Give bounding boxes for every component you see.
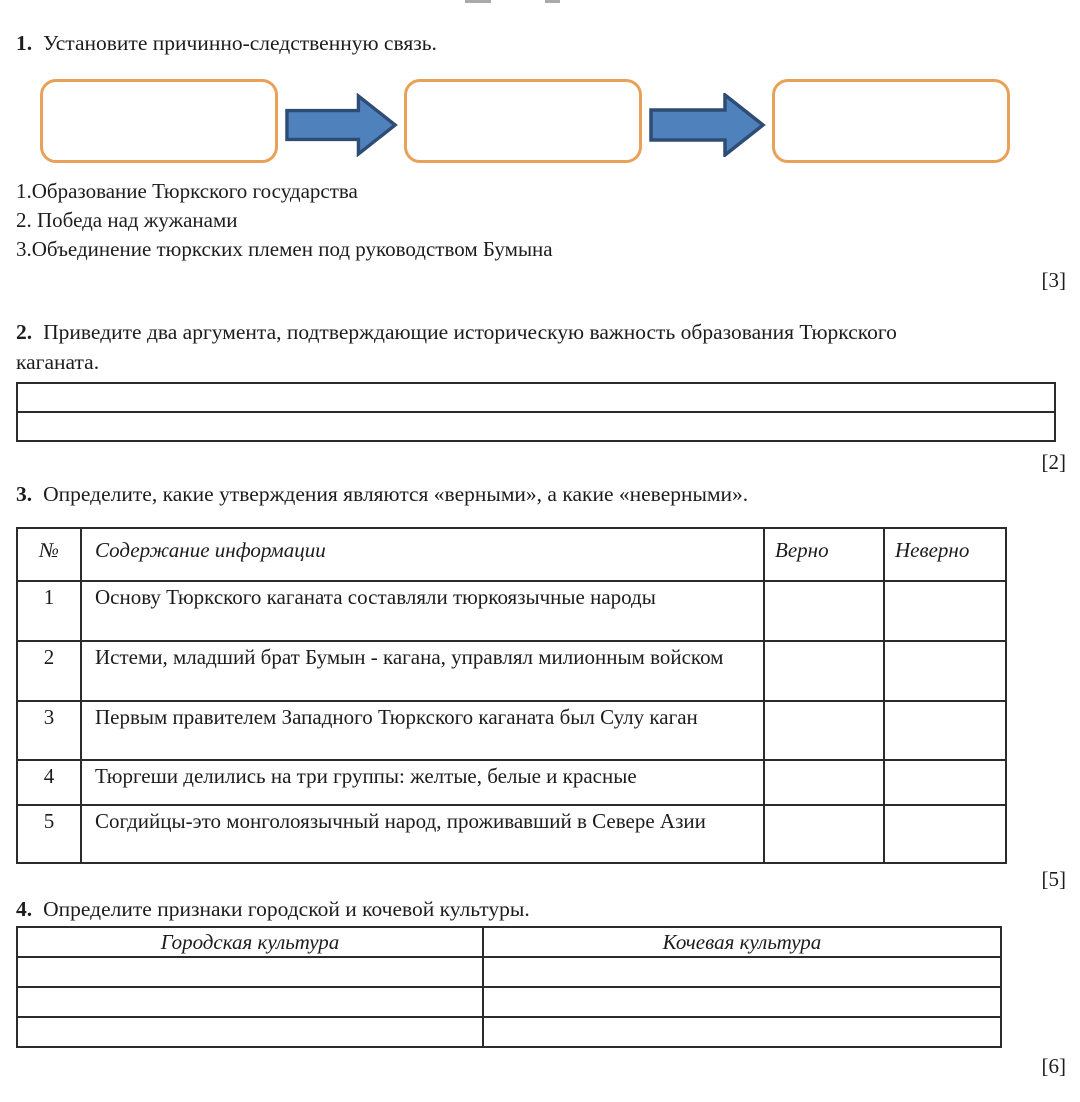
statement-text-cell: Первым правителем Западного Тюркского каганата был Сулу каган: [81, 701, 764, 760]
question-2: [0, 317, 1080, 477]
question-1-text: Установите причинно-следственную связь.: [43, 31, 437, 55]
neverno-answer-cell[interactable]: [884, 805, 1006, 863]
question-2-answer-table: [16, 382, 1056, 442]
question-2-number: 2.: [16, 320, 33, 344]
right-arrow-icon: [285, 93, 399, 163]
question-2-score: [2]: [1041, 450, 1066, 474]
statement-text-cell: Истеми, младший брат Бумын - кагана, управлял милионным войском: [81, 641, 764, 701]
question-2-text: Приведите два аргумента, подтверждающие историческую важность образования Тюркского каганата.: [16, 320, 897, 374]
statement-row: [17, 701, 1006, 760]
verno-answer-cell[interactable]: [764, 641, 884, 701]
nomad-answer-cell[interactable]: [483, 957, 1001, 987]
header-content: Содержание информации: [81, 528, 764, 581]
verno-answer-cell[interactable]: [764, 701, 884, 760]
cropped-text-remnant: [465, 0, 491, 3]
answer-line-2[interactable]: [17, 412, 1055, 441]
row-number-cell: 5: [17, 805, 81, 863]
culture-answer-row: [17, 987, 1001, 1017]
option-2: 2. Победа над жужанами: [16, 208, 238, 232]
question-3: [0, 479, 1080, 894]
verno-answer-cell[interactable]: [764, 805, 884, 863]
neverno-answer-cell[interactable]: [884, 641, 1006, 701]
question-3-text: Определите, какие утверждения являются «верными», а какие «неверными».: [43, 482, 749, 506]
statement-text-cell: Основу Тюркского каганата составляли тюркоязычные народы: [81, 581, 764, 641]
question-4-score: [6]: [1041, 1054, 1066, 1078]
question-4-text: Определите признаки городской и кочевой культуры.: [43, 897, 530, 921]
statement-text-cell: Тюргеши делились на три группы: желтые, белые и красные: [81, 760, 764, 805]
neverno-answer-cell[interactable]: [884, 760, 1006, 805]
option-3: 3.Объединение тюркских племен под руководством Бумына: [16, 237, 553, 261]
verno-answer-cell[interactable]: [764, 760, 884, 805]
question-4-number: 4.: [16, 897, 33, 921]
answer-line-row: [17, 412, 1055, 441]
question-4-title: [0, 896, 1080, 922]
question-1-title: [0, 28, 1080, 58]
culture-table-header: [17, 927, 1001, 957]
question-1: [0, 28, 1080, 295]
row-number-cell: 3: [17, 701, 81, 760]
row-number-cell: 2: [17, 641, 81, 701]
question-1-score: [3]: [1041, 268, 1066, 292]
urban-answer-cell[interactable]: [17, 987, 483, 1017]
neverno-answer-cell[interactable]: [884, 701, 1006, 760]
answer-box-3[interactable]: [772, 79, 1010, 163]
statement-row: [17, 581, 1006, 641]
question-2-title: [0, 317, 992, 377]
urban-answer-cell[interactable]: [17, 957, 483, 987]
answer-line-row: [17, 383, 1055, 412]
row-number-cell: 1: [17, 581, 81, 641]
nomad-answer-cell[interactable]: [483, 1017, 1001, 1047]
answer-line-1[interactable]: [17, 383, 1055, 412]
culture-table: [16, 926, 1002, 1048]
statement-row: [17, 805, 1006, 863]
header-false: Неверно: [884, 528, 1006, 581]
question-3-title: [0, 479, 1080, 509]
urban-answer-cell[interactable]: [17, 1017, 483, 1047]
statement-row: [17, 760, 1006, 805]
statements-table-header: [17, 528, 1006, 581]
culture-answer-row: [17, 1017, 1001, 1047]
question-1-number: 1.: [16, 31, 33, 55]
header-urban-culture: Городская культура: [17, 927, 483, 957]
culture-answer-row: [17, 957, 1001, 987]
header-number: №: [17, 528, 81, 581]
cause-effect-diagram: [40, 79, 1010, 163]
question-3-score: [5]: [1041, 867, 1066, 891]
neverno-answer-cell[interactable]: [884, 581, 1006, 641]
header-true: Верно: [764, 528, 884, 581]
verno-answer-cell[interactable]: [764, 581, 884, 641]
statement-text-cell: Согдийцы-это монголоязычный народ, проживавший в Севере Азии: [81, 805, 764, 863]
cropped-text-remnant: [545, 0, 560, 3]
question-4: [0, 896, 1080, 1081]
row-number-cell: 4: [17, 760, 81, 805]
right-arrow-icon: [649, 93, 767, 163]
statements-table: [16, 527, 1007, 864]
question-3-number: 3.: [16, 482, 33, 506]
header-nomad-culture: Кочевая культура: [483, 927, 1001, 957]
answer-box-1[interactable]: [40, 79, 278, 163]
option-1: 1.Образование Тюркского государства: [16, 179, 358, 203]
answer-box-2[interactable]: [404, 79, 642, 163]
nomad-answer-cell[interactable]: [483, 987, 1001, 1017]
statement-row: [17, 641, 1006, 701]
question-1-options: [0, 177, 1080, 264]
